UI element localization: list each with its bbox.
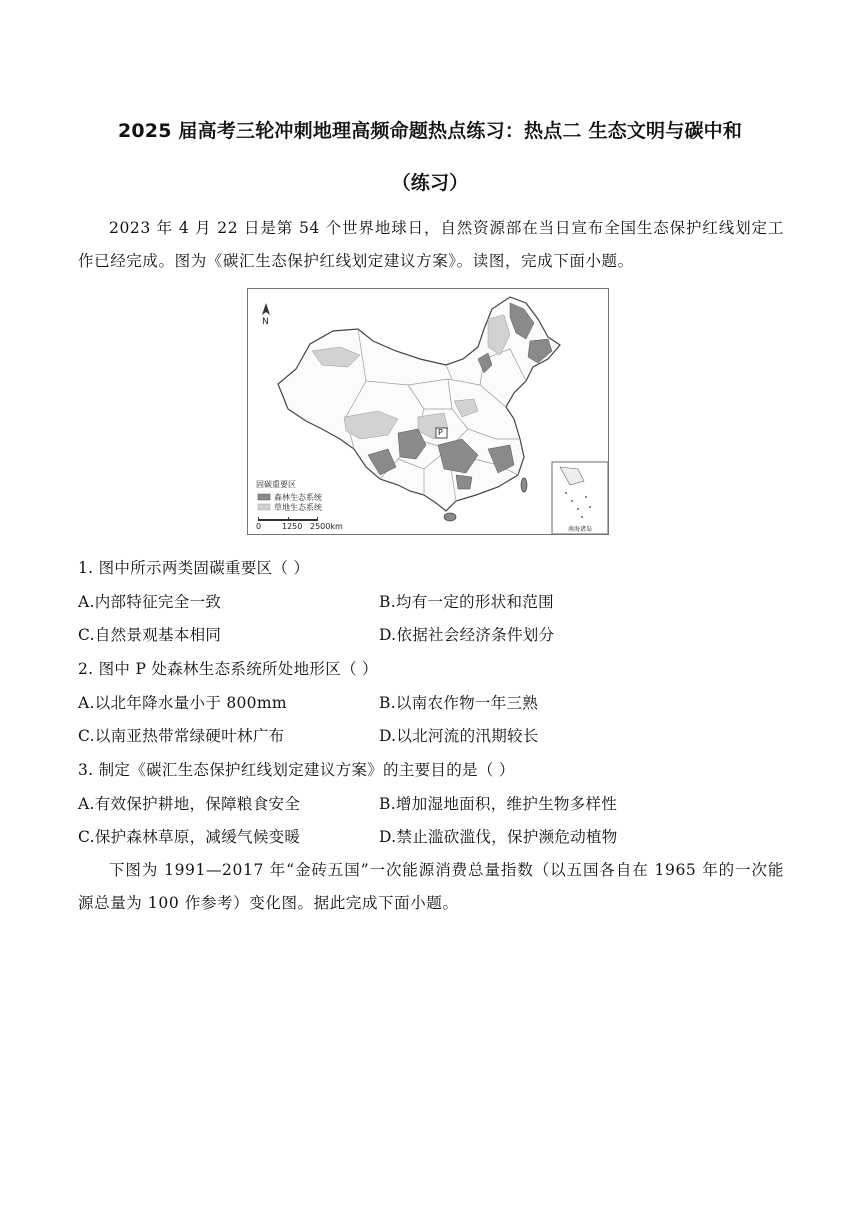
q2-option-b: B.以南农作物一年三熟 <box>379 694 539 712</box>
q2-option-a: A.以北年降水量小于 800mm <box>78 694 287 712</box>
q3-option-b: B.增加湿地面积，维护生物多样性 <box>379 795 618 813</box>
page-subtitle: （练习） <box>391 172 469 194</box>
scale-label-0: 0 <box>256 522 262 531</box>
legend-title: 固碳重要区 <box>256 480 296 489</box>
china-carbon-map <box>247 288 609 535</box>
q3-option-c: C.保护森林草原，减缓气候变暖 <box>78 828 301 846</box>
q2-option-d: D.以北河流的汛期较长 <box>379 727 539 745</box>
scale-label-1250: 1250 <box>282 522 303 531</box>
page-title: 2025 届高考三轮冲刺地理高频命题热点练习：热点二 生态文明与碳中和 <box>117 120 743 142</box>
inset-label: 南海诸岛 <box>568 526 593 533</box>
taiwan-island <box>521 478 527 492</box>
question-2-stem: 2. 图中 P 处森林生态系统所处地形区（ ） <box>78 660 378 678</box>
legend-grass-swatch <box>258 504 270 510</box>
q3-option-d: D.禁止滥砍滥伐，保护濒危动植物 <box>379 828 618 846</box>
scale-label-2500: 2500km <box>310 522 343 531</box>
q1-option-c: C.自然景观基本相同 <box>78 626 222 644</box>
legend-forest-label: 森林生态系统 <box>274 493 322 502</box>
q1-option-d: D.依据社会经济条件划分 <box>379 626 555 644</box>
north-arrow-icon <box>262 303 270 315</box>
q2-option-c: C.以南亚热带常绿硬叶林广布 <box>78 727 285 745</box>
legend-grass-label: 草地生态系统 <box>274 503 322 512</box>
point-p-label: P <box>438 428 443 437</box>
hainan-island <box>444 513 456 521</box>
north-label: N <box>262 317 269 327</box>
question-3-stem: 3. 制定《碳汇生态保护红线划定建议方案》的主要目的是（ ） <box>78 761 515 779</box>
intro-paragraph-1: 2023 年 4 月 22 日是第 54 个世界地球日，自然资源部在当日宣布全国生态保护红线划定工作已经完成。图为《碳汇生态保护红线划定建议方案》。读图，完成下面小题。 <box>78 219 784 270</box>
question-1-stem: 1. 图中所示两类固碳重要区（ ） <box>78 559 310 577</box>
legend-forest-swatch <box>258 494 270 500</box>
q3-option-a: A.有效保护耕地，保障粮食安全 <box>78 795 301 813</box>
intro-paragraph-2: 下图为 1991—2017 年“金砖五国”一次能源消费总量指数（以五国各自在 1965 年的一次能源总量为 100 作参考）变化图。据此完成下面小题。 <box>78 861 784 912</box>
q1-option-b: B.均有一定的形状和范围 <box>379 593 554 611</box>
q1-option-a: A.内部特征完全一致 <box>78 593 222 611</box>
